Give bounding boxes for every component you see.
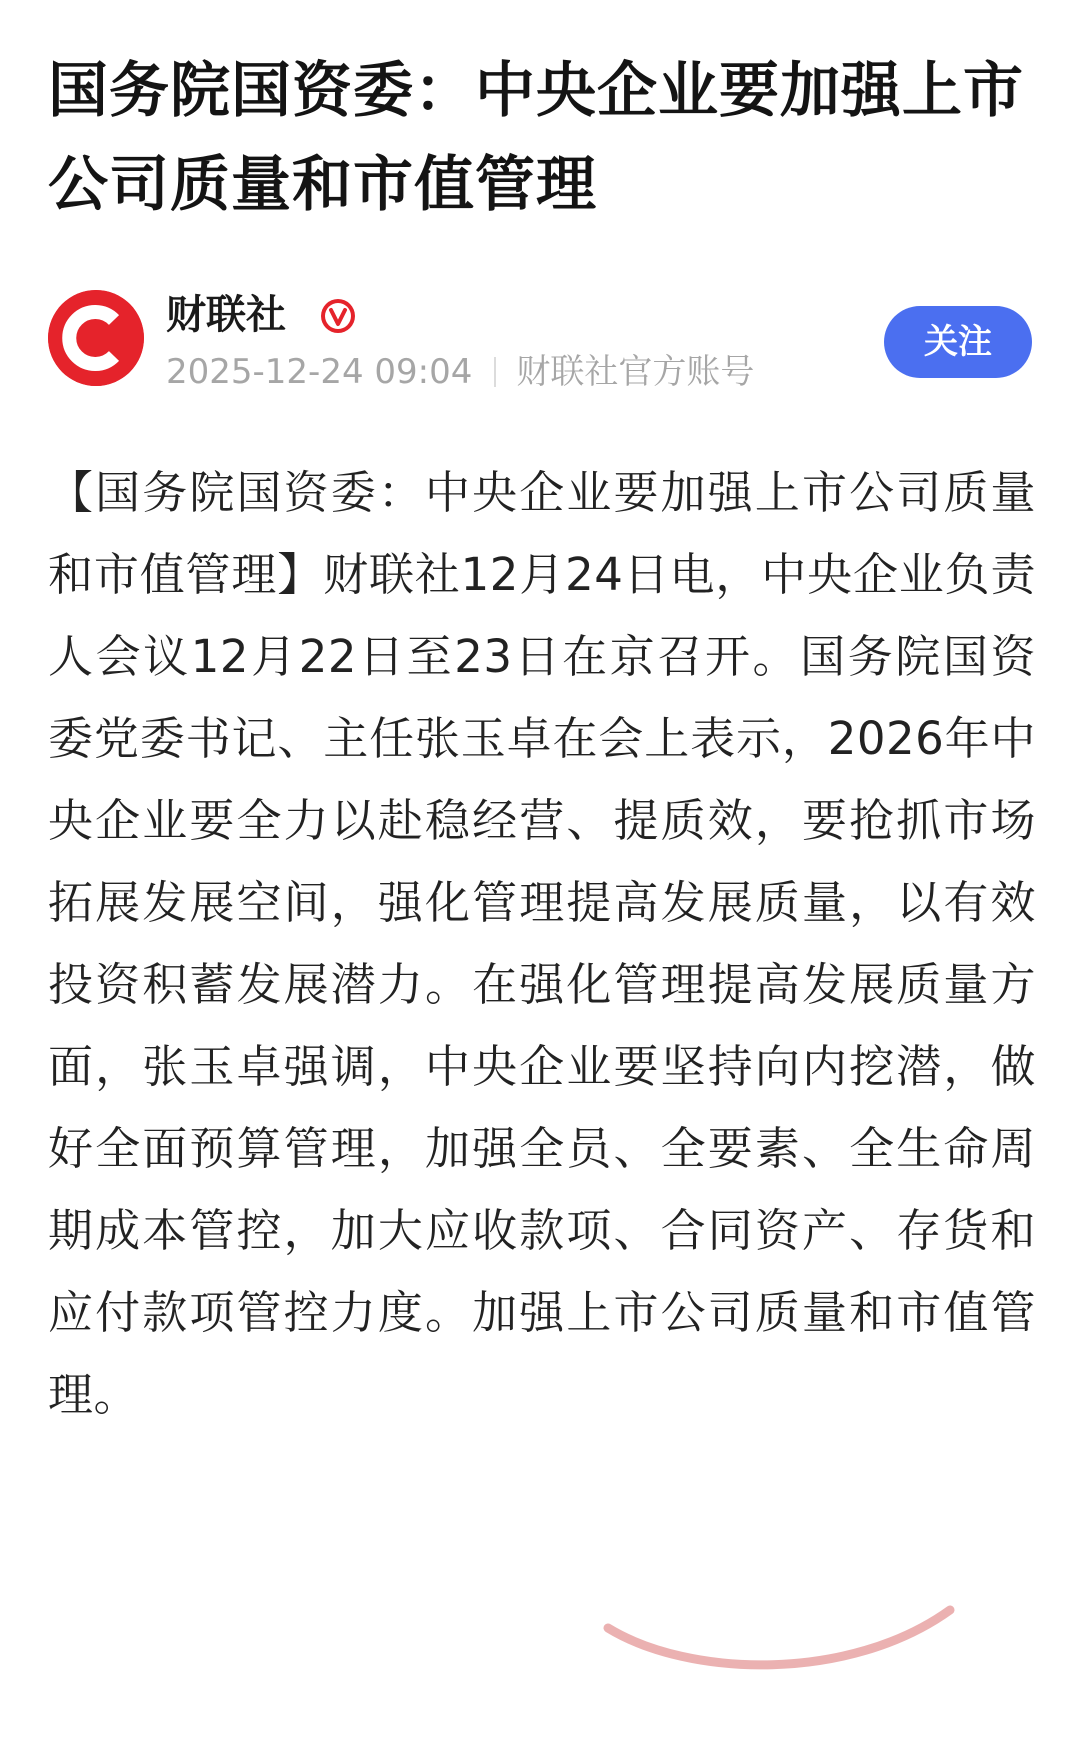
author-meta [166, 352, 754, 392]
publish-datetime: 2025-12-24 09:04 [166, 352, 473, 392]
account-description: 财联社官方账号 [516, 352, 755, 392]
author-name[interactable]: 财联社 [166, 292, 286, 338]
author-avatar[interactable] [48, 290, 144, 386]
cls-logo-c-icon [48, 290, 144, 386]
highlight-underline-mark [600, 1600, 960, 1690]
verified-badge-icon [320, 298, 356, 334]
meta-divider [494, 357, 496, 387]
follow-button[interactable]: 关注 [884, 306, 1032, 378]
author-row [48, 290, 1032, 390]
article-title: 国务院国资委：中央企业要加强上市公司质量和市值管理 [48, 56, 1024, 220]
article-body: 【国务院国资委：中央企业要加强上市公司质量和市值管理】财联社12月24日电，中央企业负责人会议12月22日至23日在京召开。国务院国资委党委书记、主任张玉卓在会上表示，2026年中央企业要全力以赴稳经营、提质效，要抢抓市场拓展发展空间，强化管理提高发展质量，以有效投资积蓄发展潜力。在强化管理提高发展质量方面，张玉卓强调，中央企业要坚持向内挖潜，做好全面预算管理，加强全员、全要素、全生命周期成本管控，加大应收款项、合同资产、存货和应付款项管控力度。加强上市公司质量和市值管理。 [48, 466, 1036, 1421]
